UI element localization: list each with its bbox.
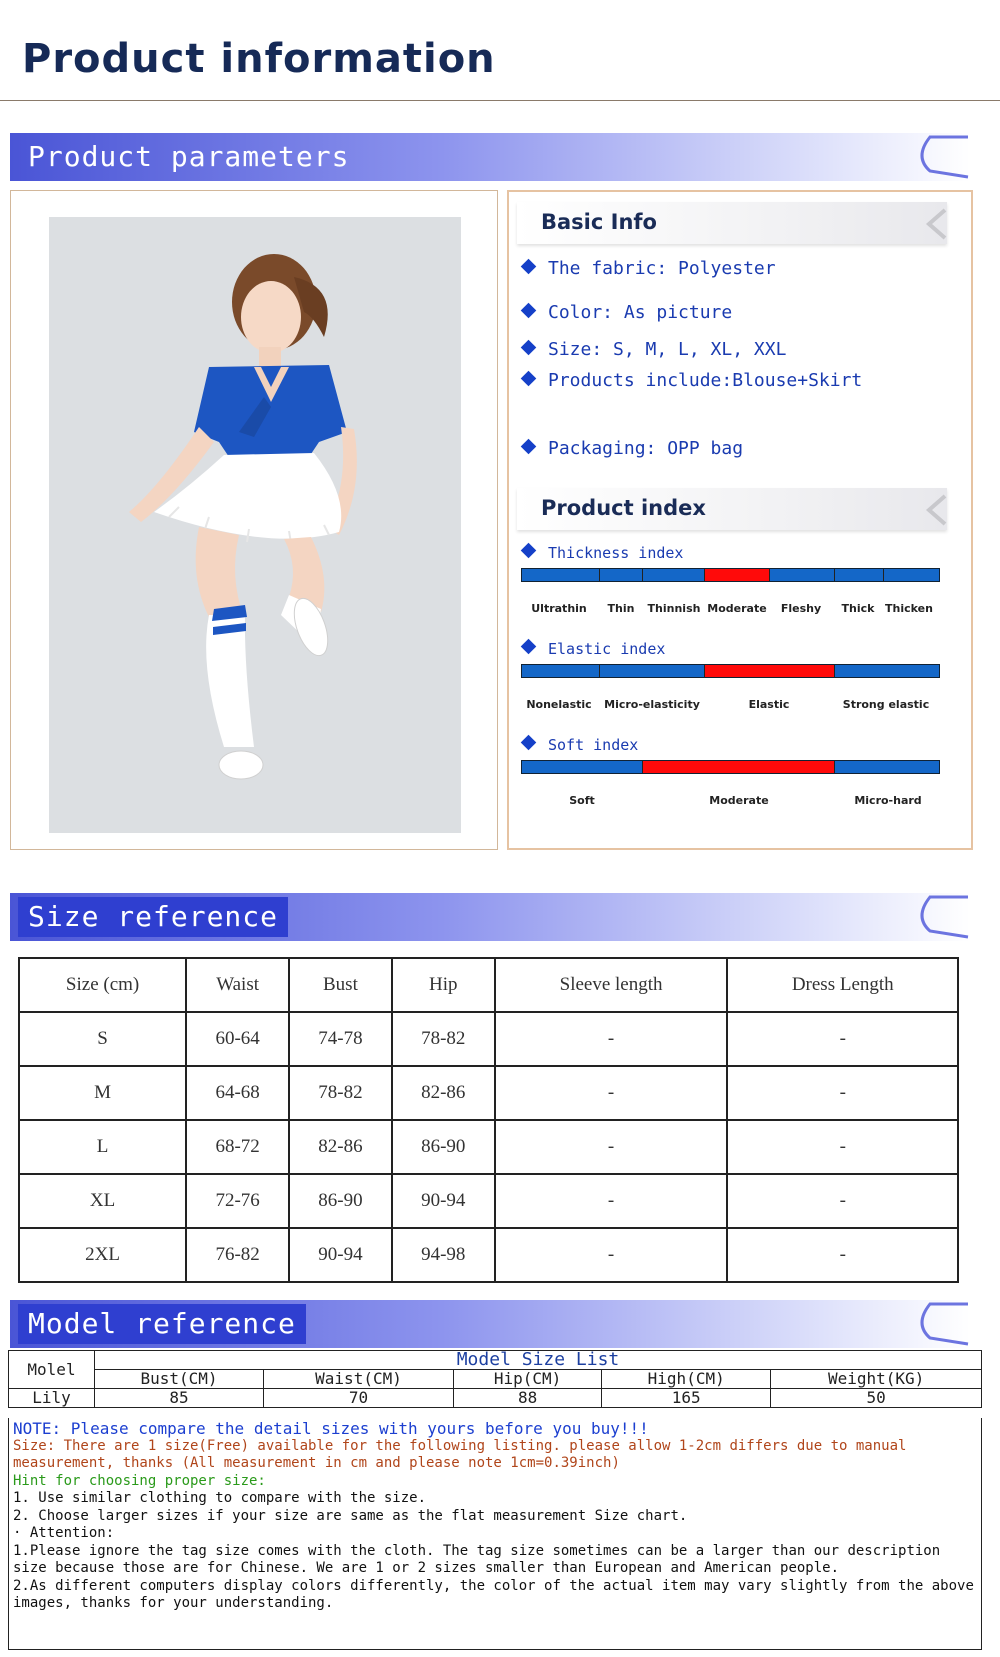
basic-info-title: Basic Info [541,210,657,234]
thickness-level: Thin [607,602,635,615]
color-info: Color: As picture [523,302,732,323]
thickness-segment-selected [705,569,770,581]
soft-level: Micro-hard [854,794,922,807]
elastic-level: Nonelastic [526,698,592,711]
table-cell: 64-68 [186,1066,289,1120]
model-size-list-title: Model Size List [95,1351,982,1370]
table-cell: 76-82 [186,1228,289,1282]
thickness-segment [600,569,644,581]
table-cell: 74-78 [289,1012,392,1066]
bullet-diamond-icon [521,303,537,319]
bullet-diamond-icon [521,439,537,455]
title-divider [0,100,1000,101]
elastic-segment [835,665,940,677]
product-photo [49,217,461,833]
table-row [19,1228,958,1282]
thickness-level: Moderate [707,602,767,615]
bullet-diamond-icon [521,371,537,387]
thickness-index-bar [521,568,940,582]
product-parameters-title: Product parameters [28,140,350,173]
table-cell: - [727,1174,958,1228]
table-cell: 86-90 [392,1120,495,1174]
hip-header: Hip(CM) [453,1370,601,1389]
table-cell: - [727,1012,958,1066]
sleeve-length-column-header: Sleeve length [495,958,728,1012]
soft-index-label: Soft index [523,736,638,754]
size-reference-table [18,957,959,1283]
table-cell: 86-90 [289,1174,392,1228]
model-size-table [8,1350,982,1408]
bust-header: Bust(CM) [95,1370,264,1389]
products-include-info: Products include:Blouse+Skirt [523,370,862,391]
table-cell: - [495,1228,728,1282]
dress-length-column-header: Dress Length [727,958,958,1012]
size-info: Size: S, M, L, XL, XXL [523,339,786,360]
table-cell: M [19,1066,186,1120]
thickness-level: Fleshy [780,602,822,615]
model-column-header: Molel [9,1351,95,1389]
bullet-diamond-icon [521,259,537,275]
table-cell: L [19,1120,186,1174]
table-row [19,1120,958,1174]
model-reference-title: Model reference [18,1304,306,1344]
soft-segment-selected [643,761,834,773]
product-index-header [517,488,947,530]
thickness-segment [522,569,600,581]
bullet-diamond-icon [521,639,537,655]
size-table-header-row [19,958,958,1012]
elastic-segment [600,665,706,677]
table-cell: - [727,1120,958,1174]
model-hip: 88 [453,1389,601,1408]
product-index-title: Product index [541,496,706,520]
bullet-diamond-icon [521,543,537,559]
banner-swoosh-icon [910,1300,970,1348]
elastic-level: Elastic [748,698,790,711]
header-chevron-icon [923,494,949,526]
size-column-header: Size (cm) [19,958,186,1012]
bullet-diamond-icon [521,735,537,751]
hip-column-header: Hip [392,958,495,1012]
hint-item: 1. Use similar clothing to compare with the size. [13,1490,427,1506]
model-name: Lily [9,1389,95,1408]
packaging-info: Packaging: OPP bag [523,438,743,459]
elastic-index-levels [521,698,940,714]
model-weight: 50 [771,1389,982,1408]
table-cell: - [495,1012,728,1066]
thickness-level: Thicken [885,602,933,615]
height-header: High(CM) [602,1370,771,1389]
table-cell: S [19,1012,186,1066]
thickness-segment [884,569,939,581]
soft-segment [522,761,643,773]
table-cell: 68-72 [186,1120,289,1174]
table-cell: - [727,1228,958,1282]
thickness-level: Thinnish [647,602,701,615]
table-cell: 78-82 [392,1012,495,1066]
thickness-segment [835,569,885,581]
elastic-level: Micro-elasticity [604,698,700,711]
header-chevron-icon [923,208,949,240]
thickness-level: Thick [841,602,875,615]
thickness-segment [770,569,835,581]
compare-note: NOTE: Please compare the detail sizes with yours before you buy!!! [13,1419,649,1438]
soft-index-bar [521,760,940,774]
elastic-index-label: Elastic index [523,640,665,658]
waist-header: Waist(CM) [264,1370,454,1389]
size-note: Size: There are 1 size(Free) available for the following listing. please allow 1-2cm differs due to manual measurement, thanks (All measurement in cm and please note 1cm=0.39inch) [13,1437,907,1471]
table-cell: 72-76 [186,1174,289,1228]
table-cell: - [495,1174,728,1228]
attention-title: · Attention: [13,1525,115,1541]
attention-item: 1.Please ignore the tag size comes with the cloth. The tag size sometimes can be a larger than our description size because those are for Chinese. We are 1 or 2 sizes smaller than European and American people. [13,1542,941,1576]
product-photo-frame [10,190,498,850]
soft-segment [835,761,940,773]
soft-level: Soft [569,794,595,807]
table-cell: XL [19,1174,186,1228]
table-cell: 82-86 [392,1066,495,1120]
model-table-header-row [9,1370,982,1389]
thickness-level: Ultrathin [531,602,587,615]
hint-item: 2. Choose larger sizes if your size are same as the flat measurement Size chart. [13,1507,688,1524]
thickness-segment [643,569,705,581]
banner-swoosh-icon [910,133,970,181]
elastic-segment-selected [705,665,834,677]
page-title: Product information [22,36,496,82]
hint-title: Hint for choosing proper size: [13,1472,266,1489]
elastic-index-bar [521,664,940,678]
waist-column-header: Waist [186,958,289,1012]
elastic-segment [522,665,600,677]
weight-header: Weight(KG) [771,1370,982,1389]
model-photo-illustration [49,217,461,833]
thickness-index-levels [521,602,940,618]
size-reference-title: Size reference [18,897,288,937]
banner-swoosh-icon [910,893,970,941]
table-cell: 90-94 [289,1228,392,1282]
fabric-info: The fabric: Polyester [523,258,776,279]
soft-index-levels [521,794,940,810]
model-height: 165 [602,1389,771,1408]
table-row [19,1066,958,1120]
table-row [19,1012,958,1066]
attention-item: 2.As different computers display colors differently, the color of the actual item may vary slightly from the above images, thanks for your understanding. [13,1577,974,1611]
table-row [19,1174,958,1228]
model-reference-banner [10,1300,970,1348]
table-cell: 60-64 [186,1012,289,1066]
model-waist: 70 [264,1389,454,1408]
table-cell: - [495,1120,728,1174]
size-notes [8,1418,982,1650]
table-cell: 82-86 [289,1120,392,1174]
table-cell: - [495,1066,728,1120]
table-cell: 94-98 [392,1228,495,1282]
model-bust: 85 [95,1389,264,1408]
product-parameters-banner [10,133,970,181]
bullet-diamond-icon [521,340,537,356]
size-reference-banner [10,893,970,941]
table-cell: - [727,1066,958,1120]
product-info-panel [507,190,973,850]
basic-info-header [517,202,947,244]
soft-level: Moderate [709,794,769,807]
table-cell: 2XL [19,1228,186,1282]
model-table-title-row [9,1351,982,1370]
bust-column-header: Bust [289,958,392,1012]
table-cell: 90-94 [392,1174,495,1228]
table-cell: 78-82 [289,1066,392,1120]
elastic-level: Strong elastic [842,698,930,711]
thickness-index-label: Thickness index [523,544,683,562]
table-row [9,1389,982,1408]
